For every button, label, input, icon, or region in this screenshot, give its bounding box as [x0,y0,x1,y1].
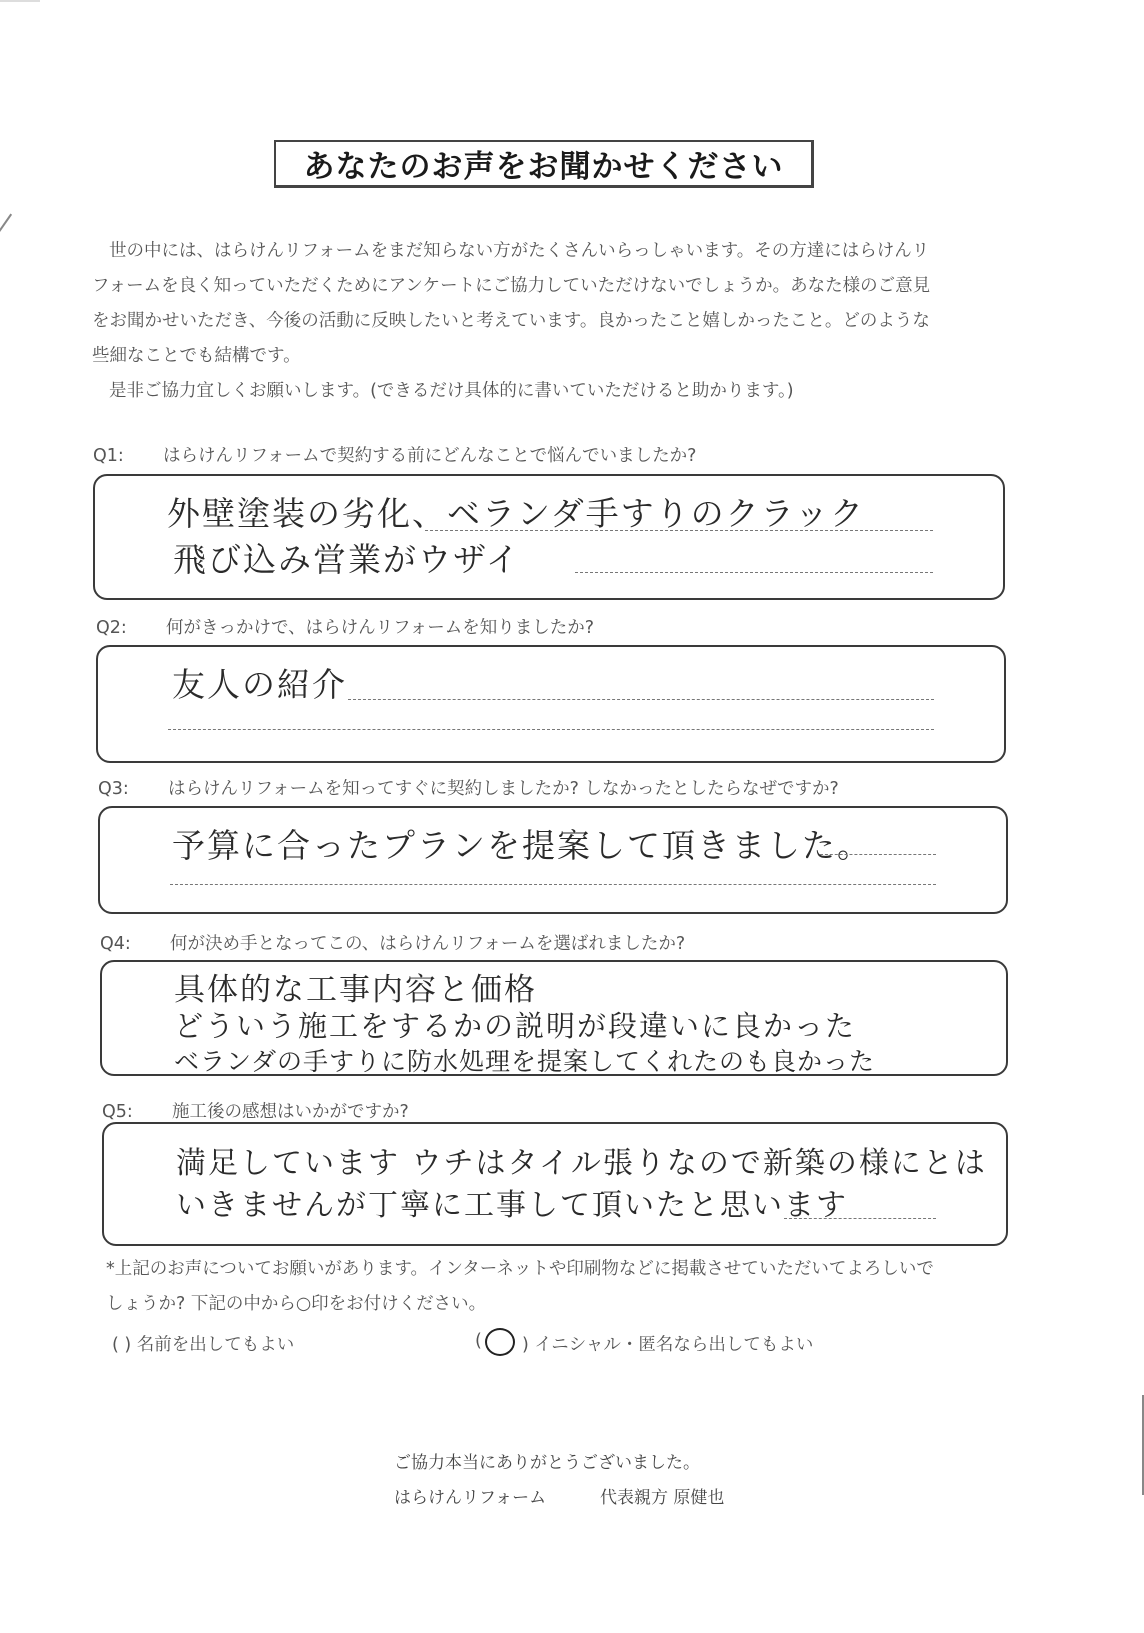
writing-guide-line [820,854,936,855]
scan-edge-mark [0,0,40,2]
handwritten-answer-line: 満足しています ウチはタイル張りなので新築の様にとは [176,1146,987,1181]
note-line: *上記のお声についてお願いがあります。インターネットや印刷物などに掲載させていただいてよろしいで [106,1259,934,1279]
intro-paragraph [92,234,1022,409]
handwritten-answer-line: 友人の紹介 [172,665,347,704]
question-3-label [98,775,839,800]
intro-line: をお聞かせいただき、今後の活動に反映したいと考えています。良かったこと嬉しかったこと。どのような [92,311,930,331]
question-number: Q5: [102,1102,133,1122]
intro-line: フォームを良く知っていただくためにアンケートにご協力していただけないでしょうか。あなた様のご意見 [92,276,931,296]
selected-circle-mark [485,1328,515,1356]
option-name-ok[interactable]: ( ) 名前を出してもよい [112,1335,295,1355]
question-text: はらけんリフォームを知ってすぐに契約しましたか? しなかったとしたらなぜですか? [168,779,839,799]
answer-box-3[interactable] [98,806,1008,914]
question-number: Q3: [98,779,129,799]
question-4-label [100,930,685,955]
question-number: Q4: [100,934,131,954]
question-text: はらけんリフォームで契約する前にどんなことで悩んでいましたか? [163,446,697,466]
handwritten-answer-line: 外壁塗装の劣化、ベランダ手すりのクラック [167,494,866,533]
question-1-label [93,442,696,467]
publication-consent-note [106,1252,1036,1322]
note-line: しょうか? 下記の中から○印をお付けください。 [106,1294,487,1314]
survey-title: あなたのお声をお聞かせください [303,149,784,185]
handwritten-answer-line: 飛び込み営業がウザイ [173,540,521,579]
representative-name: 代表親方 原健也 [600,1488,725,1508]
question-number: Q1: [93,446,124,466]
thanks-message: ご協力本当にありがとうございました。 [394,1453,700,1473]
handwritten-answer-line: ベランダの手すりに防水処理を提案してくれたのも良かった [174,1047,876,1076]
question-text: 何が決め手となってこの、はらけんリフォームを選ばれましたか? [170,934,686,954]
option-initial-paren: ( [475,1331,482,1351]
answer-box-4[interactable] [100,960,1008,1076]
company-name: はらけんリフォーム [394,1488,547,1508]
writing-guide-line [425,530,933,531]
scan-stray-mark [0,214,12,233]
survey-title-box [274,140,814,188]
intro-line: 是非ご協力宜しくお願いします。(できるだけ具体的に書いていただけると助かります。) [109,381,794,401]
handwritten-answer-line: 具体的な工事内容と価格 [174,972,537,1008]
answer-box-1[interactable] [93,474,1005,600]
handwritten-answer-line: いきませんが丁寧に工事して頂いたと思います [176,1188,848,1223]
question-2-label [96,614,594,639]
question-text: 何がきっかけで、はらけんリフォームを知りましたか? [166,618,595,638]
question-number: Q2: [96,618,127,638]
handwritten-answer-line: どういう施工をするかの説明が段違いに良かった [174,1009,857,1043]
scan-edge-mark [1142,1395,1144,1495]
answer-box-2[interactable] [96,645,1006,763]
question-text: 施工後の感想はいかがですか? [172,1102,409,1122]
answer-box-5[interactable] [102,1122,1008,1246]
intro-line: 些細なことでも結構です。 [92,346,301,366]
intro-line: 世の中には、はらけんリフォームをまだ知らない方がたくさんいらっしゃいます。その方達にはらけんリ [109,241,930,261]
writing-guide-line [170,884,936,885]
handwritten-answer-line: 予算に合ったプランを提案して頂きました。 [172,826,872,865]
writing-guide-line [575,572,933,573]
writing-guide-line [784,1218,936,1219]
option-initial-ok[interactable]: ) イニシャル・匿名なら出してもよい [522,1335,814,1355]
writing-guide-line [348,699,934,700]
question-5-label [102,1098,409,1123]
writing-guide-line [168,729,934,730]
